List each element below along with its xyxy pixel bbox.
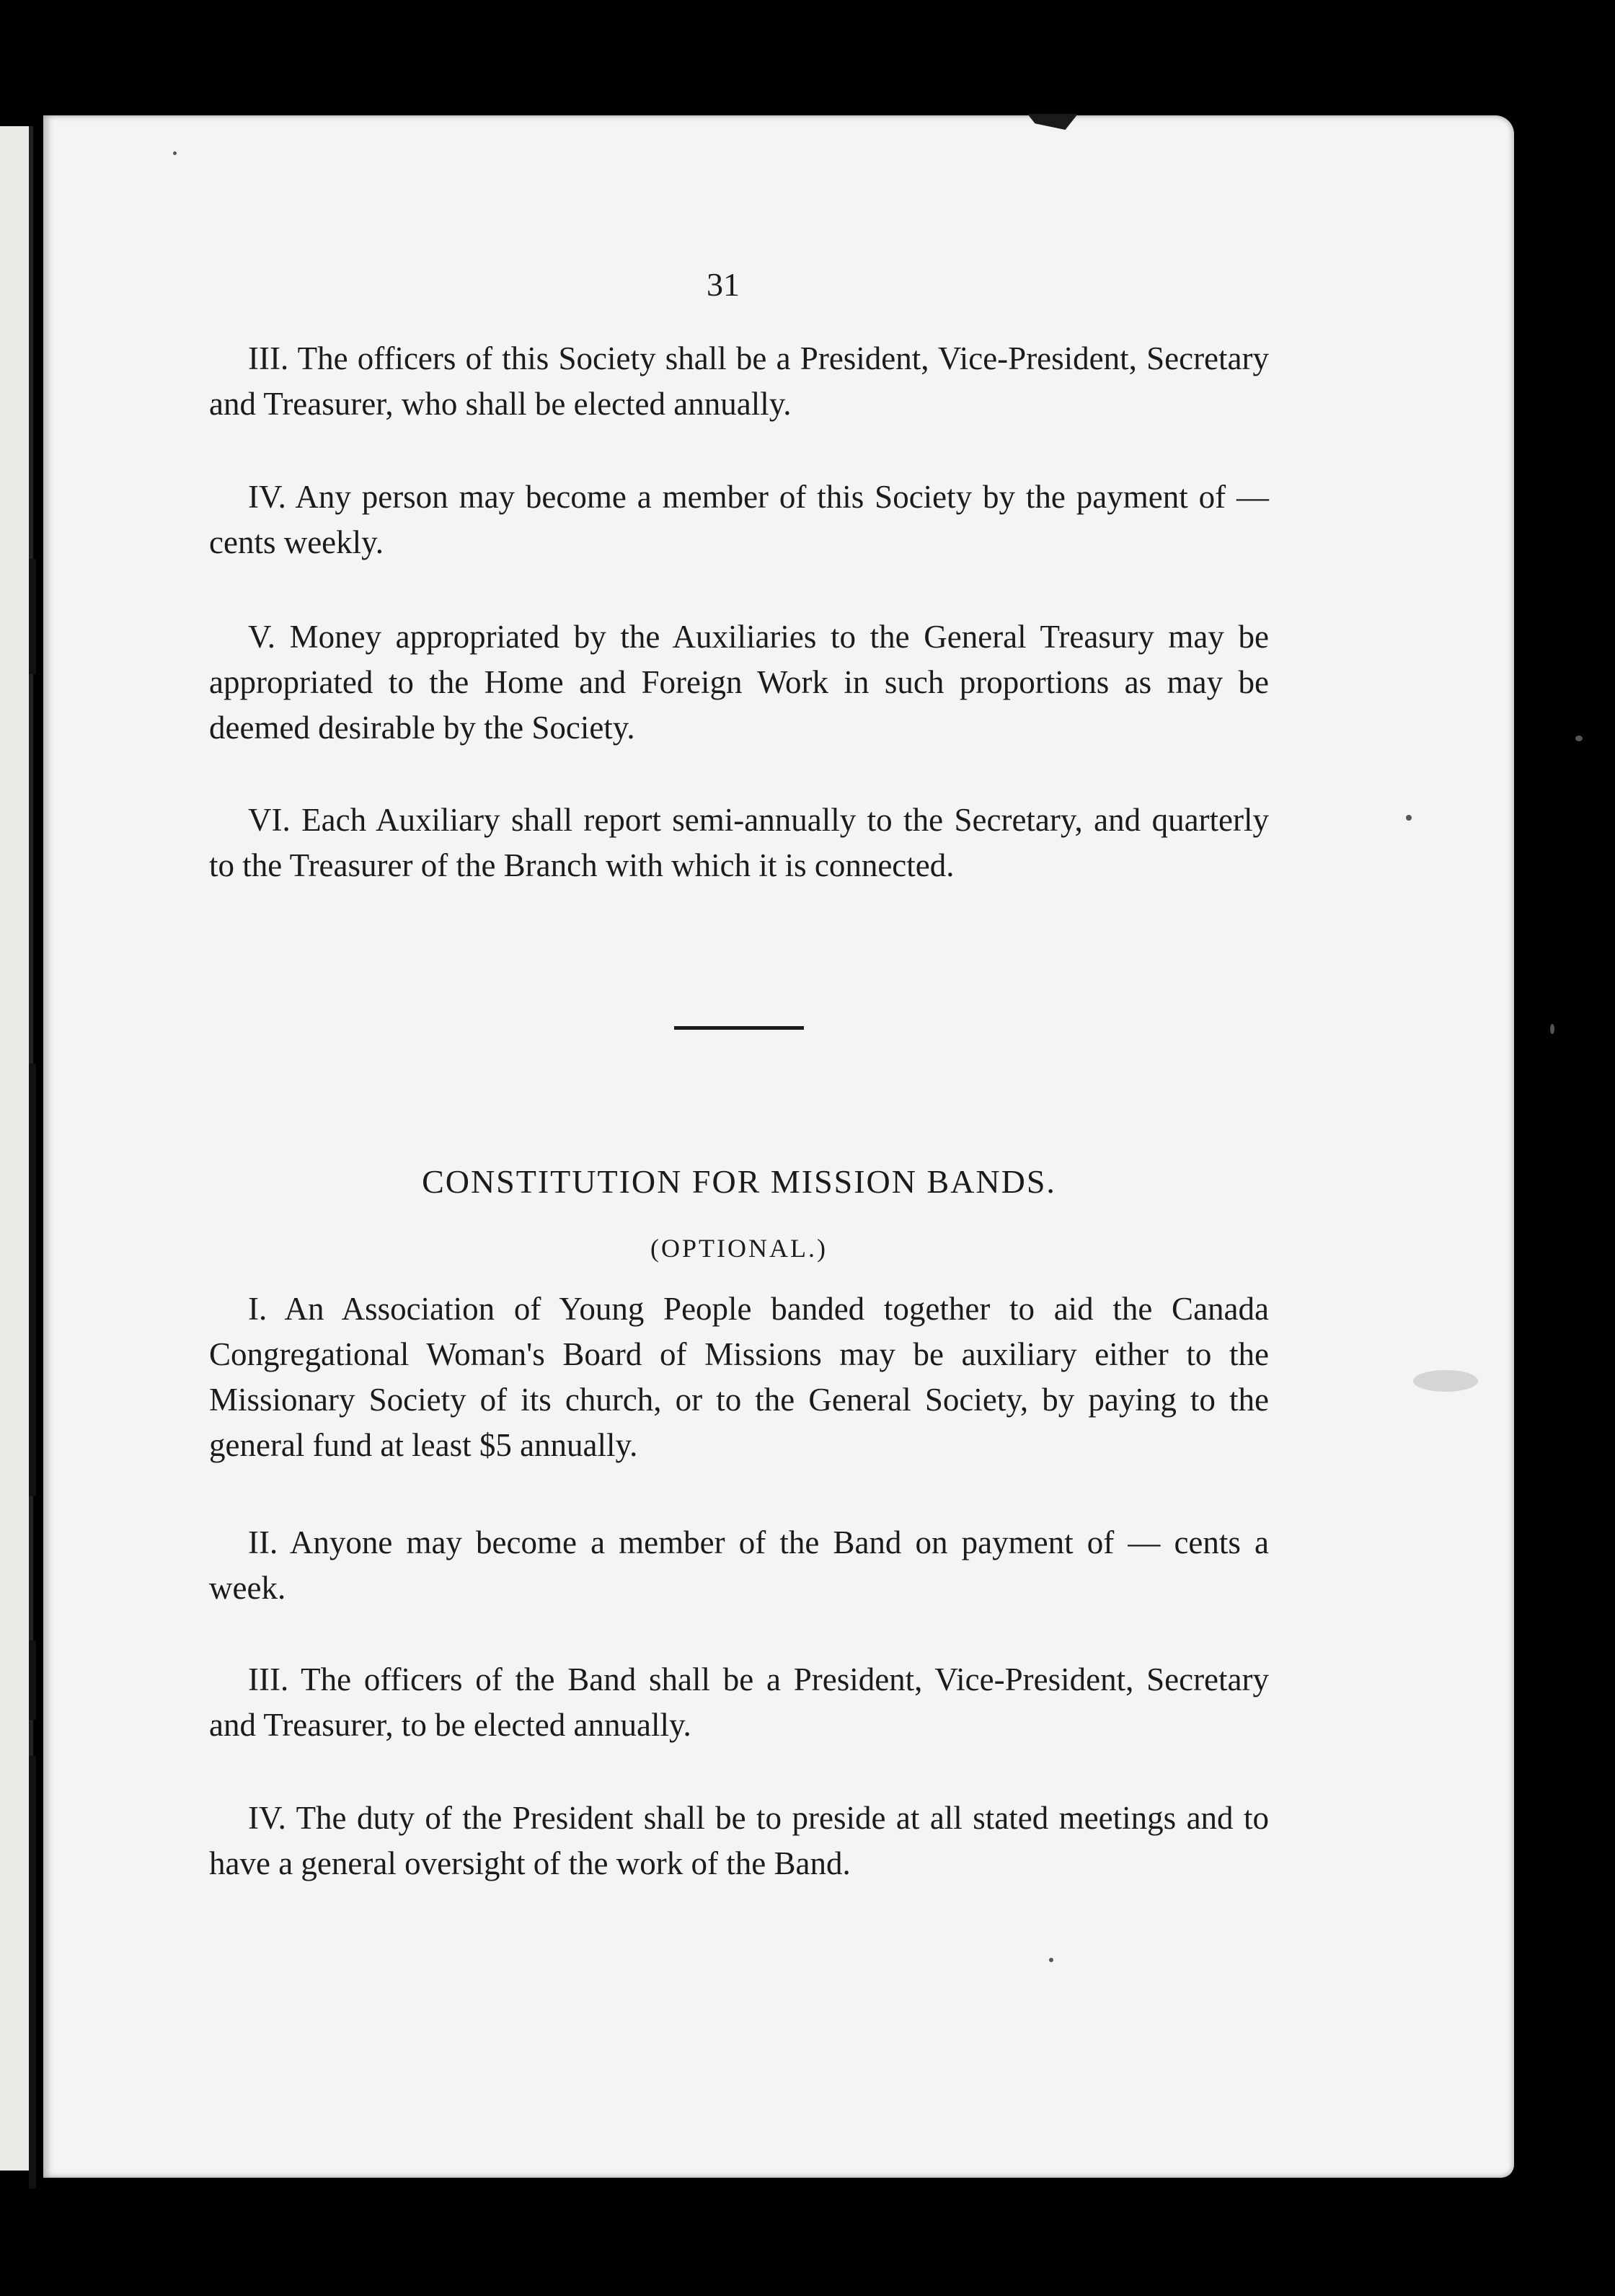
- article-V-society: [209, 614, 1269, 751]
- paragraph: III. The officers of this Society shall be a President, Vice-President, Secretary and Treasurer, who shall be elected annually.: [209, 340, 1269, 422]
- scan-smudge: [1413, 1370, 1478, 1392]
- binding-seam: [29, 1641, 36, 1720]
- article-IV-society: [209, 474, 1269, 565]
- article-I-bands: [209, 1286, 1269, 1468]
- scan-speck: [1049, 1958, 1053, 1962]
- section-divider: [674, 1026, 804, 1030]
- paragraph: IV. Any person may become a member of this Society by the payment of — cents weekly.: [209, 479, 1269, 560]
- binding-seam: [29, 559, 36, 674]
- binding-seam: [29, 1064, 36, 1496]
- article-IV-bands: [209, 1796, 1269, 1886]
- page-number: 31: [707, 266, 740, 303]
- paragraph: III. The officers of the Band shall be a President, Vice-President, Secretary and Treasurer, to be elected annually.: [209, 1661, 1269, 1743]
- previous-leaf-edge: [0, 126, 33, 2171]
- article-VI-society: [209, 798, 1269, 888]
- scan-speck: [1550, 1024, 1554, 1034]
- scan-speck: [1575, 736, 1583, 741]
- paragraph: IV. The duty of the President shall be to preside at all stated meetings and to have a general oversight of the work of the Band.: [209, 1800, 1269, 1881]
- article-III-bands: [209, 1657, 1269, 1748]
- binding-seam: [29, 1756, 36, 2189]
- scan-speck: [1406, 815, 1412, 821]
- paragraph: V. Money appropriated by the Auxiliaries to the General Treasury may be appropriated to the Home and Foreign Work in such proportions as may be deemed desirable by the Society.: [209, 619, 1269, 746]
- paragraph: VI. Each Auxiliary shall report semi-annually to the Secretary, and quarterly to the Treasurer of the Branch with which it is connected.: [209, 802, 1269, 883]
- paragraph: II. Anyone may become a member of the Band on payment of — cents a week.: [209, 1524, 1269, 1606]
- section-subheading: (OPTIONAL.): [650, 1234, 828, 1263]
- paragraph: I. An Association of Young People banded together to aid the Canada Congregational Woman's Board of Missions may be auxiliary either to the Missionary Society of its church, or to the General Society, by paying to the general fund at least $5 annually.: [209, 1291, 1269, 1463]
- section-heading: CONSTITUTION FOR MISSION BANDS.: [422, 1163, 1056, 1200]
- article-III-society: [209, 336, 1269, 427]
- scan-speck: [173, 151, 177, 155]
- article-II-bands: [209, 1520, 1269, 1611]
